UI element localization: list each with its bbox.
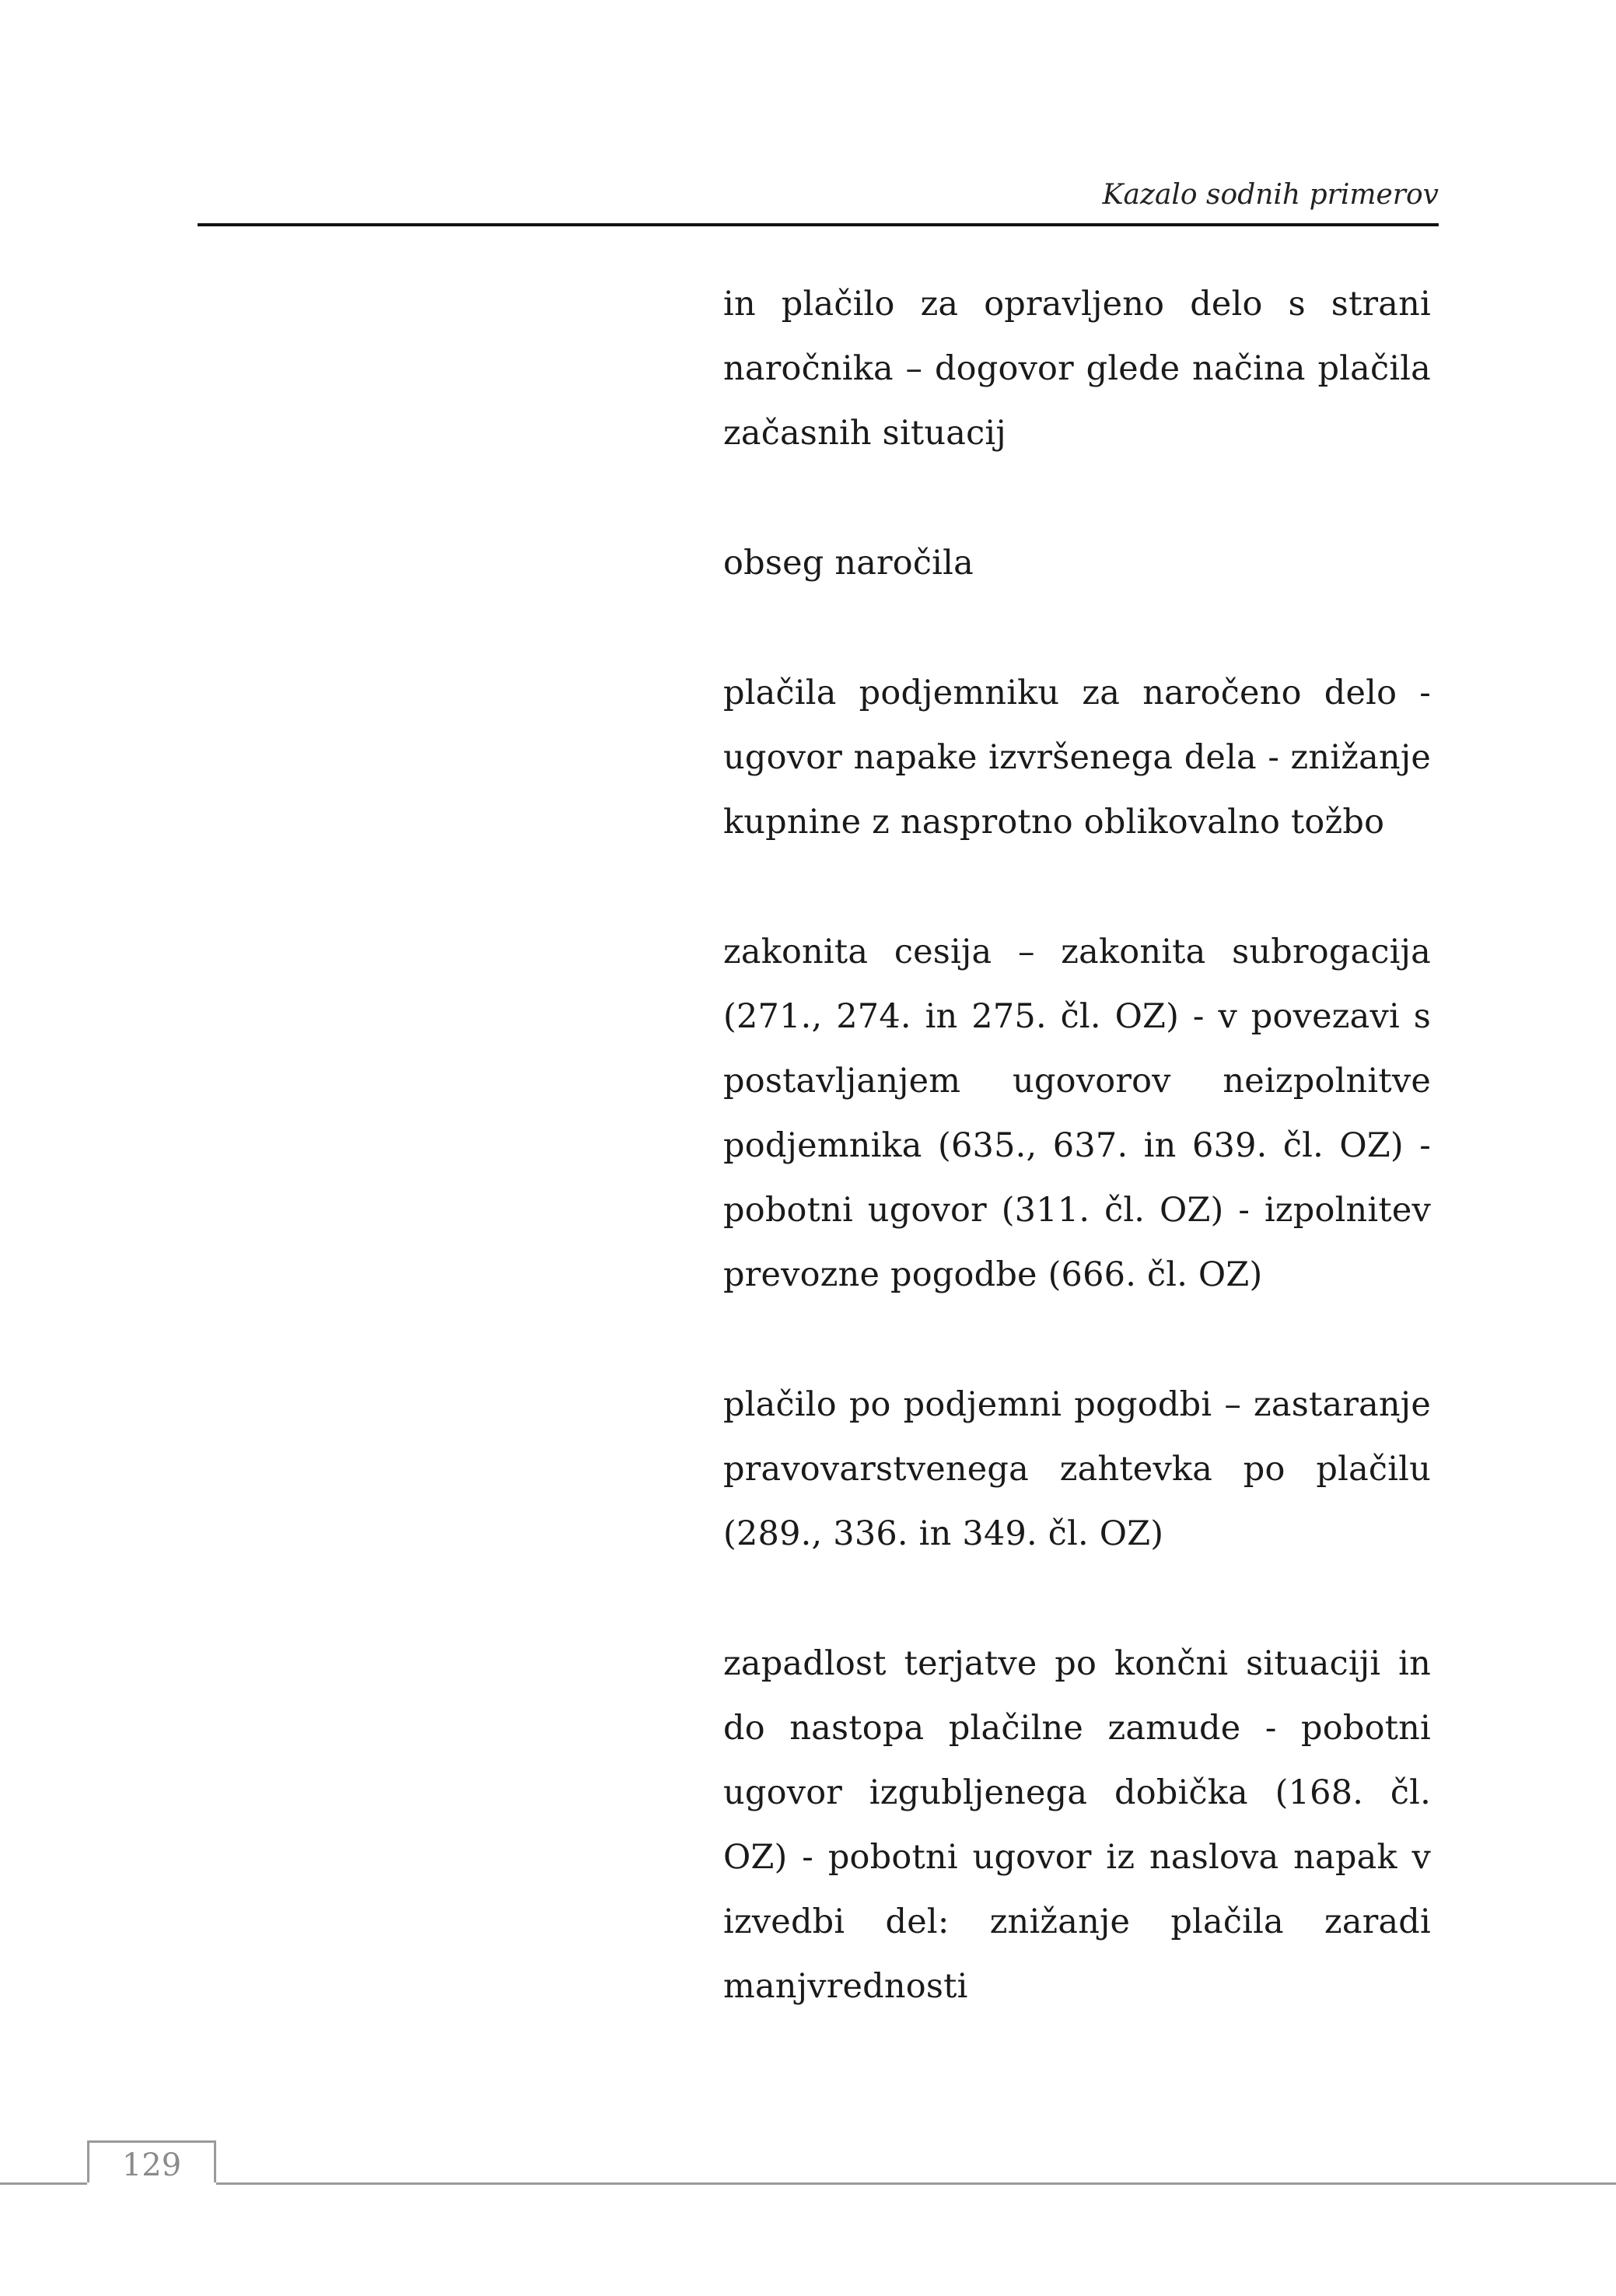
index-entry: plačila podjemniku za naročeno delo - ugovor napake izvršenega dela - znižanje kupnine z nasprotno oblikovalno tožbo bbox=[723, 674, 1431, 842]
header-rule bbox=[198, 223, 1439, 226]
footer-rule-left bbox=[0, 2182, 87, 2185]
index-entry: zapadlost terjatve po končni situaciji in do nastopa plačilne zamude - pobotni ugovor izgubljenega dobička (168. čl. OZ) - pobotni ugovor iz naslova napak v izvedbi del: znižanje plačila zaradi manjvrednosti bbox=[723, 1644, 1431, 2006]
index-entries bbox=[723, 272, 1431, 2084]
index-entry: in plačilo za opravljeno delo s strani naročnika – dogovor glede načina plačila začasnih situacij bbox=[723, 285, 1431, 453]
footer-rule-right bbox=[216, 2182, 1616, 2185]
index-entry: plačilo po podjemni pogodbi – zastaranje pravovarstvenega zahtevka po plačilu (289., 336. in 349. čl. OZ) bbox=[723, 1385, 1431, 1553]
index-entry: obseg naročila bbox=[723, 544, 974, 583]
page-number: 129 bbox=[87, 2140, 216, 2182]
index-entry: zakonita cesija – zakonita subrogacija (271., 274. in 275. čl. OZ) - v povezavi s postavljanjem ugovorov neizpolnitve podjemnika (635., 637. in 639. čl. OZ) - pobotni ugovor (311. čl. OZ) - izpolnitev prevozne pogodbe (666. čl. OZ) bbox=[723, 933, 1431, 1294]
running-header: Kazalo sodnih primerov bbox=[1102, 179, 1439, 211]
